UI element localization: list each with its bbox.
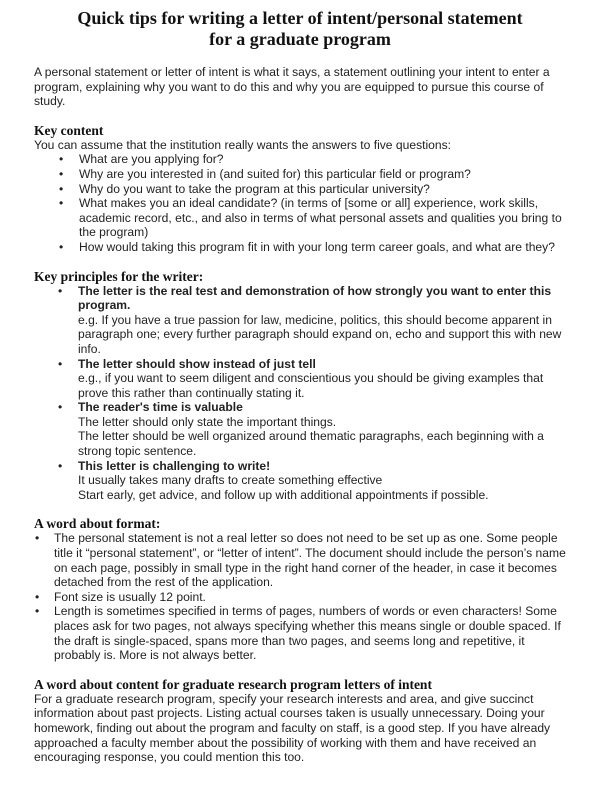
format-list: [34, 531, 566, 662]
list-item: [34, 284, 566, 357]
principle-title: This letter is challenging to write!: [78, 458, 271, 473]
principle-text: The letter should be well organized around thematic paragraphs, each beginning with a strong topic sentence.: [78, 429, 544, 459]
principle-title: The letter is the real test and demonstration of how strongly you want to enter this program.: [78, 283, 552, 313]
intro-paragraph: A personal statement or letter of intent is what it says, a statement outlining your intent to enter a program, explaining why you want to do this and why you are equipped to pursue this course of study.: [34, 65, 550, 109]
list-item: [34, 357, 566, 401]
principle-text: It usually takes many drafts to create something effective: [78, 473, 383, 488]
principle-text: The letter should only state the important things.: [78, 414, 337, 429]
list-item: • What makes you an ideal candidate? (in terms of [some or all] experience, work skills, academic record, etc., and also in terms of what personal assets and qualities you bring to the program): [59, 196, 562, 240]
list-item: • Font size is usually 12 point.: [35, 589, 206, 604]
list-item: • The personal statement is not a real letter so does not need to be set up as one. Some people title it “personal statement”, or “letter of intent”. The document should include the person’s name on each page, possibly in small type in the right hand corner of the header, in case it becomes detached from the rest of the application.: [35, 531, 566, 590]
principle-text: Start early, get advice, and follow up with additional appointments if possible.: [78, 487, 489, 502]
section-heading-principles: Key principles for the writer:: [34, 268, 204, 284]
section-heading-key-content: Key content: [34, 122, 104, 138]
principle-title: The reader's time is valuable: [78, 400, 243, 415]
list-item: • Why are you interested in (and suited for) this particular field or program?: [59, 166, 471, 181]
bullet-icon: •: [59, 239, 64, 254]
list-item: • What are you applying for?: [59, 152, 224, 167]
page-title: [34, 8, 566, 50]
list-item: [34, 459, 566, 503]
bullet-icon: •: [58, 458, 63, 473]
bullet-icon: •: [58, 356, 63, 371]
list-item: • How would taking this program fit in with your long term career goals, and what are they?: [59, 239, 555, 254]
section-heading-format: A word about format:: [34, 516, 161, 532]
title-line-1: Quick tips for writing a letter of intent/personal statement: [77, 8, 523, 28]
research-paragraph: For a graduate research program, specify your research interests and area, and give succinct information about past projects. Listing actual courses taken is usually unnecessary. Doing your homework, finding out about the program and faculty on staff, is a good step. If you have already approached a faculty member about the possibility of working with them and have received an encouraging response, you could mention this too.: [34, 691, 551, 765]
bullet-icon: •: [35, 531, 40, 546]
principle-title: The letter should show instead of just tell: [78, 356, 316, 371]
principle-text: e.g. If you have a true passion for law, medicine, politics, this should become apparent in paragraph one; every further paragraph should expand on, echo and support this with new info.: [78, 312, 562, 356]
bullet-icon: •: [59, 166, 64, 181]
key-content-lead: You can assume that the institution really wants the answers to five questions:: [34, 137, 452, 152]
bullet-icon: •: [59, 152, 64, 167]
principle-text: e.g., if you want to seem diligent and conscientious you should be giving examples that prove this rather than continually stating it.: [78, 371, 544, 400]
list-item: [34, 400, 566, 458]
bullet-icon: •: [35, 604, 40, 619]
section-heading-research: A word about content for graduate research program letters of intent: [34, 676, 432, 692]
bullet-icon: •: [58, 400, 63, 415]
list-item: • Why do you want to take the program at this particular university?: [59, 181, 430, 196]
principles-list: [34, 284, 566, 503]
bullet-icon: •: [59, 181, 64, 196]
bullet-icon: •: [35, 589, 40, 604]
key-content-list: [34, 152, 566, 254]
list-item: • Length is sometimes specified in terms of pages, numbers of words or even characters! Some places ask for two pages, not always specifying whether this means single or double spaced. If the draft is single-spaced, spans more than two pages, and seems long and repetitive, it probably is. More is not always better.: [35, 604, 561, 663]
bullet-icon: •: [58, 283, 63, 298]
bullet-icon: •: [59, 196, 64, 211]
title-line-2: for a graduate program: [209, 29, 391, 49]
